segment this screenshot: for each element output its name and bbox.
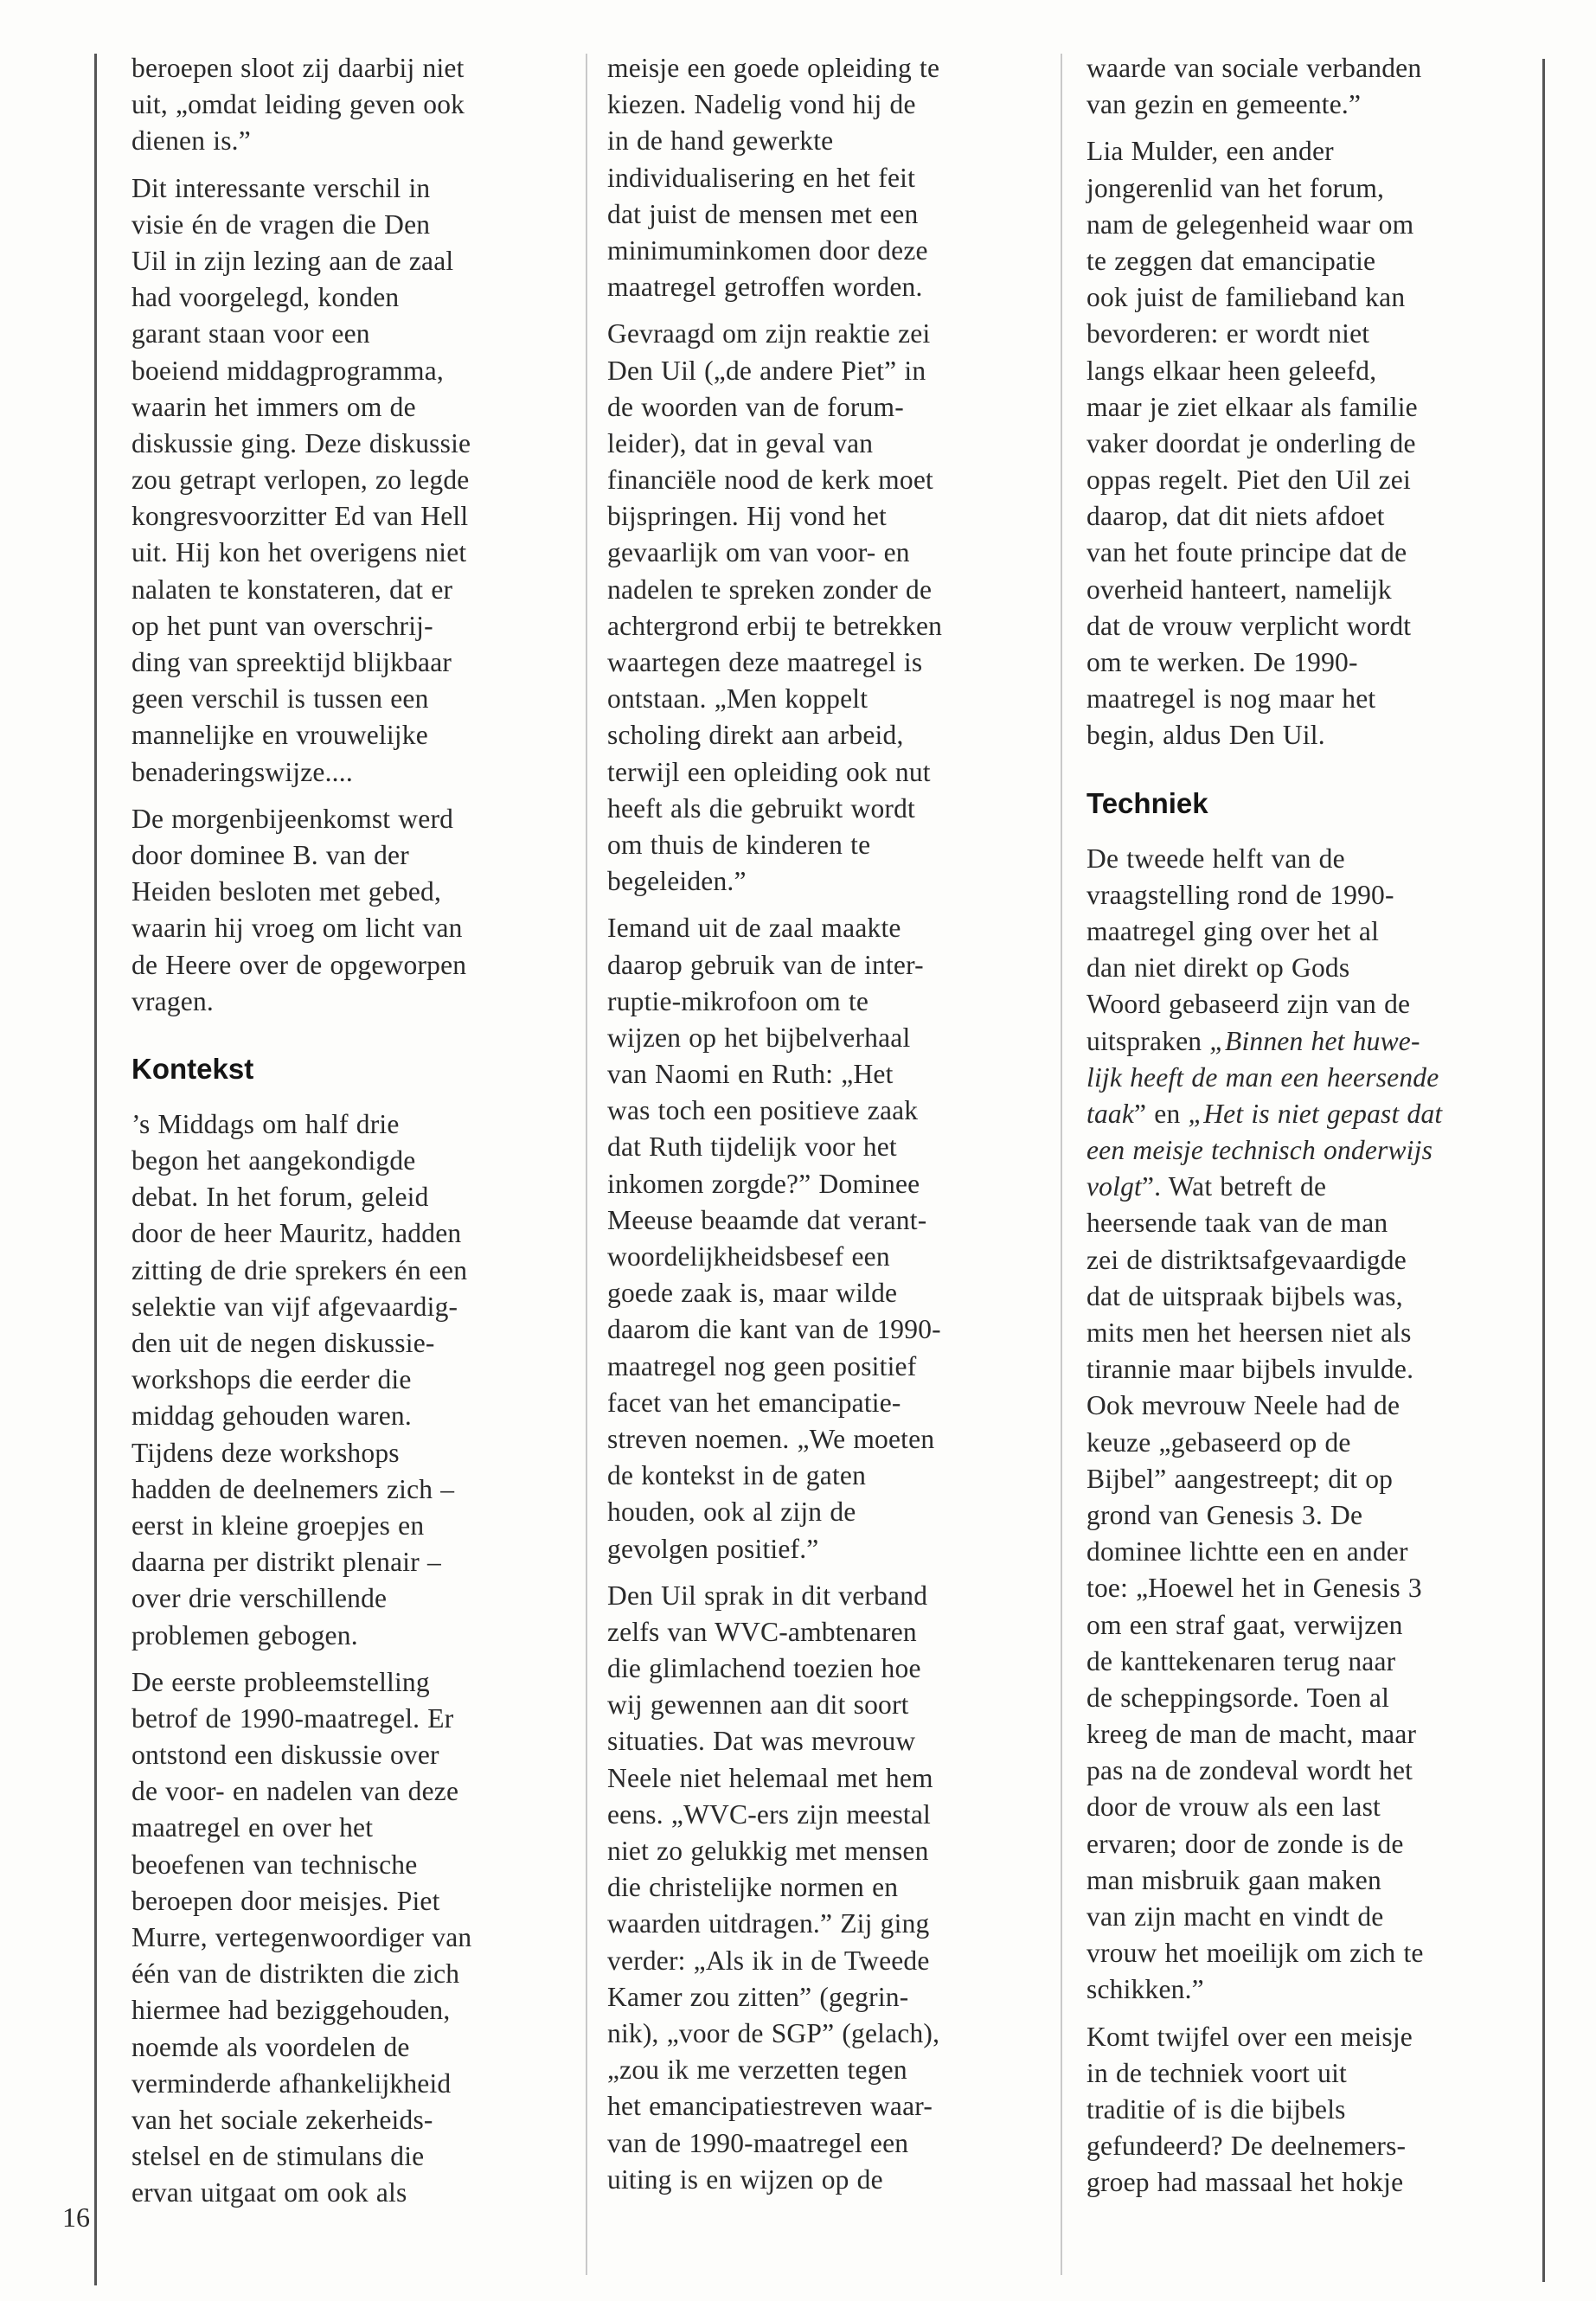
text-line: begon het aangekondigde [131,1145,416,1176]
text-line [1086,1169,1519,1205]
text-line: man misbruik gaan maken [1086,1864,1381,1895]
text-line: door dominee B. van der [131,839,409,870]
text-line: Gevraagd om zijn reaktie zei [607,318,931,349]
text-line: kreeg de man de macht, maar [1086,1719,1417,1750]
text-line: debat. In het forum, geleid [131,1182,429,1213]
text-line: wijzen op het bijbelverhaal [607,1022,911,1053]
text-line: overheid hanteert, namelijk [1086,574,1392,605]
paragraph [131,50,564,160]
text-line: mits men het heersen niet als [1086,1317,1412,1348]
text-line: zitting de drie sprekers én een [131,1254,468,1285]
text-line: streven noemen. „We moeten [607,1423,935,1454]
text-line: Meeuse beaamde dat verant- [607,1204,927,1235]
text-line: mannelijke en vrouwelijke [131,720,428,751]
section-heading: Techniek [1086,786,1208,819]
text-line: vraagstelling rond de 1990- [1086,879,1394,910]
text-line: maatregel getroffen worden. [607,272,923,303]
text-line: De eerste probleemstelling [131,1666,430,1697]
right-margin-rule [1542,59,1545,2282]
column-divider [586,54,587,2275]
text-line: tirannie maar bijbels invulde. [1086,1354,1414,1385]
text-line: uit. Hij kon het overigens niet [131,537,467,568]
paragraph [131,1106,564,1654]
text-run: uitspraken [1086,1025,1210,1056]
text-line: de woorden van de forum- [607,391,904,422]
paragraph [1086,2019,1519,2202]
text-line: ervaren; door de zonde is de [1086,1828,1404,1859]
paragraph [131,170,564,791]
text-line: in de hand gewerkte [607,125,834,157]
column-divider [1061,54,1062,2275]
text-line: de kanttekenaren terug naar [1086,1645,1396,1676]
text-line: Neele niet helemaal met hem [607,1762,933,1793]
article-column-1 [131,50,564,2222]
text-line: toe: „Hoewel het in Genesis 3 [1086,1573,1422,1604]
text-line: nik), „voor de SGP” (gelach), [607,2017,940,2048]
text-line: scholing direkt aan arbeid, [607,720,904,751]
text-line: boeiend middagprogramma, [131,355,444,386]
text-line: terwijl een opleiding ook nut [607,756,931,787]
text-line: ook juist de familieband kan [1086,282,1406,313]
page-number: 16 [62,2202,90,2233]
text-line: hiermee had beziggehouden, [131,1995,451,2026]
text-line: de voor- en nadelen van deze [131,1776,459,1807]
text-line: uit, „omdat leiding geven ook [131,89,465,120]
text-line: Ook mevrouw Neele had de [1086,1390,1401,1421]
text-line: begeleiden.” [607,866,747,897]
text-line: om thuis de kinderen te [607,829,871,860]
italic-quote-run: „Binnen het huwe- [1209,1025,1420,1056]
text-line: oppas regelt. Piet den Uil zei [1086,465,1411,496]
text-line: inkomen zorgde?” Dominee [607,1168,920,1199]
text-line: van gezin en gemeente.” [1086,89,1362,120]
text-line: zei de distriktsafgevaardigde [1086,1244,1407,1275]
text-line: nadelen te spreken zonder de [607,574,933,605]
text-line: zelfs van WVC-ambtenaren [607,1616,917,1647]
text-line: den uit de negen diskussie- [131,1328,435,1358]
text-line: daarop gebruik van de inter- [607,949,924,980]
text-line: De tweede helft van de [1086,843,1345,874]
text-line: verminderde afhankelijkheid [131,2067,452,2099]
text-line: ontstaan. „Men koppelt [607,683,869,715]
text-line: de kontekst in de gaten [607,1460,867,1491]
text-line: van de 1990-maatregel een [607,2127,909,2158]
text-line: gefundeerd? De deelnemers- [1086,2131,1407,2162]
text-line: van zijn macht en vindt de [1086,1901,1384,1932]
text-line: maatregel en over het [131,1812,374,1843]
text-line: langs elkaar heen geleefd, [1086,355,1377,386]
text-line: bevorderen: er wordt niet [1086,318,1370,349]
left-margin-rule [94,54,97,2285]
text-run: ”. Wat betreft de [1142,1171,1327,1202]
paragraph [1086,50,1519,123]
text-line [1086,1096,1519,1132]
text-line: had voorgelegd, konden [131,282,400,313]
paragraph [1086,133,1519,753]
text-line: gevolgen positief.” [607,1533,819,1564]
text-line: van het foute principe dat de [1086,537,1407,568]
text-line [1086,1132,1519,1169]
text-line: Dit interessante verschil in [131,172,431,203]
text-line: kongresvoorzitter Ed van Hell [131,501,469,532]
text-line: groep had massaal het hokje [1086,2167,1404,2198]
text-line: garant staan voor een [131,318,370,349]
text-line: door de vrouw als een last [1086,1791,1381,1823]
text-line: Den Uil („de andere Piet” in [607,355,926,386]
text-line: diskussie ging. Deze diskussie [131,427,471,458]
text-line: houden, ook al zijn de [607,1497,856,1528]
text-line: één van de distrikten die zich [131,1958,460,1990]
text-line: ontstond een diskussie over [131,1740,439,1771]
text-line: gevaarlijk om van voor- en [607,537,910,568]
text-line: dat de uitspraak bijbels was, [1086,1280,1403,1311]
text-line: minimuminkomen door deze [607,234,928,266]
text-line: over drie verschillende [131,1583,388,1614]
text-line: van het sociale zekerheids- [131,2104,433,2135]
text-line: grond van Genesis 3. De [1086,1499,1363,1530]
text-line: daarna per distrikt plenair – [131,1547,441,1578]
text-line: maar je ziet elkaar als familie [1086,391,1418,422]
text-run: ” en [1134,1098,1189,1129]
text-line: beroepen door meisjes. Piet [131,1885,440,1916]
text-line: door de heer Mauritz, hadden [131,1218,462,1249]
text-line: uiting is en wijzen op de [607,2163,883,2195]
text-line: Kamer zou zitten” (gegrin- [607,1981,909,2012]
text-line: zou getrapt verlopen, zo legde [131,465,470,496]
text-line: de scheppingsorde. Toen al [1086,1682,1390,1713]
text-line: facet van het emancipatie- [607,1387,901,1418]
italic-quote-run: lijk heeft de man een heersende [1086,1061,1439,1093]
text-line: ’s Middags om half drie [131,1108,400,1139]
text-line: te zeggen dat emancipatie [1086,245,1376,276]
text-line: Uil in zijn lezing aan de zaal [131,245,454,276]
text-line: workshops die eerder die [131,1364,412,1395]
text-line: wij gewennen aan dit soort [607,1689,909,1721]
text-line: traditie of is die bijbels [1086,2093,1346,2125]
text-line: eens. „WVC-ers zijn meestal [607,1798,932,1830]
text-line: Lia Mulder, een ander [1086,136,1334,167]
text-line: kiezen. Nadelig vond hij de [607,89,916,120]
paragraph [607,50,1040,305]
text-line [1086,1023,1519,1060]
text-line: achtergrond erbij te betrekken [607,610,943,641]
paragraph [131,1664,564,2212]
paragraph [607,910,1040,1567]
text-line: ervan uitgaat om ook als [131,2177,407,2208]
text-line: stelsel en de stimulans die [131,2141,425,2172]
section-heading: Kontekst [131,1052,254,1085]
text-line: nalaten te konstateren, dat er [131,574,453,605]
text-line: Bijbel” aangestreept; dit op [1086,1463,1394,1494]
text-line: woordelijkheidsbesef een [607,1241,890,1272]
text-line: om een straf gaat, verwijzen [1086,1609,1403,1640]
text-line: beroepen sloot zij daarbij niet [131,53,465,83]
text-line: maatregel nog geen positief [607,1350,917,1381]
text-line: de Heere over de opgeworpen [131,949,467,980]
text-line: benaderingswijze.... [131,756,353,787]
text-line: daarop, dat dit niets afdoet [1086,501,1385,532]
text-line: Komt twijfel over een meisje [1086,2021,1413,2052]
text-line: vaker doordat je onderling de [1086,427,1416,458]
italic-quote-run: taak [1086,1098,1135,1129]
paragraph [131,801,564,1020]
text-line: dominee lichtte een en ander [1086,1536,1408,1567]
text-line: was toch een positieve zaak [607,1095,919,1126]
text-line: beoefenen van technische [131,1849,418,1880]
text-line: nam de gelegenheid waar om [1086,208,1414,240]
text-line: goede zaak is, maar wilde [607,1278,898,1309]
text-line: Heiden besloten met gebed, [131,876,442,907]
text-line: meisje een goede opleiding te [607,53,940,83]
italic-quote-run: een meisje technisch onderwijs [1086,1135,1433,1166]
article-column-2 [607,50,1040,2208]
text-line: op het punt van overschrij- [131,610,433,641]
text-line: Den Uil sprak in dit verband [607,1580,928,1611]
text-line: bijspringen. Hij vond het [607,501,887,532]
text-line: ruptie-mikrofoon om te [607,985,869,1016]
text-line: maatregel is nog maar het [1086,683,1376,715]
text-line: om te werken. De 1990- [1086,647,1358,677]
text-line: betrof de 1990-maatregel. Er [131,1702,454,1734]
text-line: waarin het immers om de [131,391,416,422]
text-line: dat Ruth tijdelijk voor het [607,1131,897,1163]
text-line: vrouw het moeilijk om zich te [1086,1938,1424,1969]
text-line: dan niet direkt op Gods [1086,952,1350,984]
text-line: schikken.” [1086,1974,1204,2005]
text-line: begin, aldus Den Uil. [1086,720,1325,751]
text-line: financiële nood de kerk moet [607,465,933,496]
text-line: heersende taak van de man [1086,1208,1388,1239]
text-line: ding van spreektijd blijkbaar [131,647,452,677]
text-line: van Naomi en Ruth: „Het [607,1059,894,1090]
article-column-3 [1086,50,1519,2212]
text-line: Iemand uit de zaal maakte [607,913,901,944]
text-line: waarin hij vroeg om licht van [131,913,463,944]
text-line: selektie van vijf afgevaardig- [131,1291,458,1322]
text-line: middag gehouden waren. [131,1400,412,1432]
italic-quote-run: volgt [1086,1171,1142,1202]
italic-quote-run: „Het is niet gepast dat [1188,1098,1443,1129]
text-line: heeft als die gebruikt wordt [607,792,915,824]
text-line: situaties. Dat was mevrouw [607,1726,916,1757]
text-line: hadden de deelnemers zich – [131,1473,455,1504]
text-line: waarden uitdragen.” Zij ging [607,1908,930,1939]
text-line: Murre, vertegenwoordiger van [131,1922,472,1952]
paragraph [607,316,1040,900]
paragraph [607,1578,1040,2198]
text-line: het emancipatiestreven waar- [607,2091,933,2122]
text-line: verder: „Als ik in de Tweede [607,1945,930,1976]
text-line: pas na de zondeval wordt het [1086,1755,1413,1786]
text-line: dat de vrouw verplicht wordt [1086,610,1412,641]
text-line: dienen is.” [131,125,251,157]
text-line: De morgenbijeenkomst werd [131,803,454,834]
text-line: die glimlachend toezien hoe [607,1653,921,1684]
text-line: geen verschil is tussen een [131,683,429,715]
text-line: „zou ik me verzetten tegen [607,2054,907,2086]
text-line: noemde als voordelen de [131,2031,410,2062]
text-line: die christelijke normen en [607,1872,899,1903]
text-line: niet zo gelukkig met mensen [607,1836,929,1866]
paragraph [1086,841,1519,2009]
text-line: waarde van sociale verbanden [1086,53,1422,83]
text-line: visie én de vragen die Den [131,208,431,240]
text-line [1086,1060,1519,1096]
text-line: maatregel ging over het al [1086,915,1380,946]
text-line: jongerenlid van het forum, [1086,172,1385,203]
text-line: waartegen deze maatregel is [607,647,923,677]
text-line: dat juist de mensen met een [607,198,919,229]
text-line: problemen gebogen. [131,1619,358,1650]
text-line: in de techniek voort uit [1086,2057,1347,2088]
text-line: daarom die kant van de 1990- [607,1314,941,1345]
text-line: vragen. [131,985,214,1016]
text-line: leider), dat in geval van [607,427,874,458]
text-line: Woord gebaseerd zijn van de [1086,989,1411,1020]
text-line: eerst in kleine groepjes en [131,1509,425,1541]
text-line: keuze „gebaseerd op de [1086,1426,1351,1458]
text-line: Tijdens deze workshops [131,1437,400,1468]
text-line: individualisering en het feit [607,162,916,193]
